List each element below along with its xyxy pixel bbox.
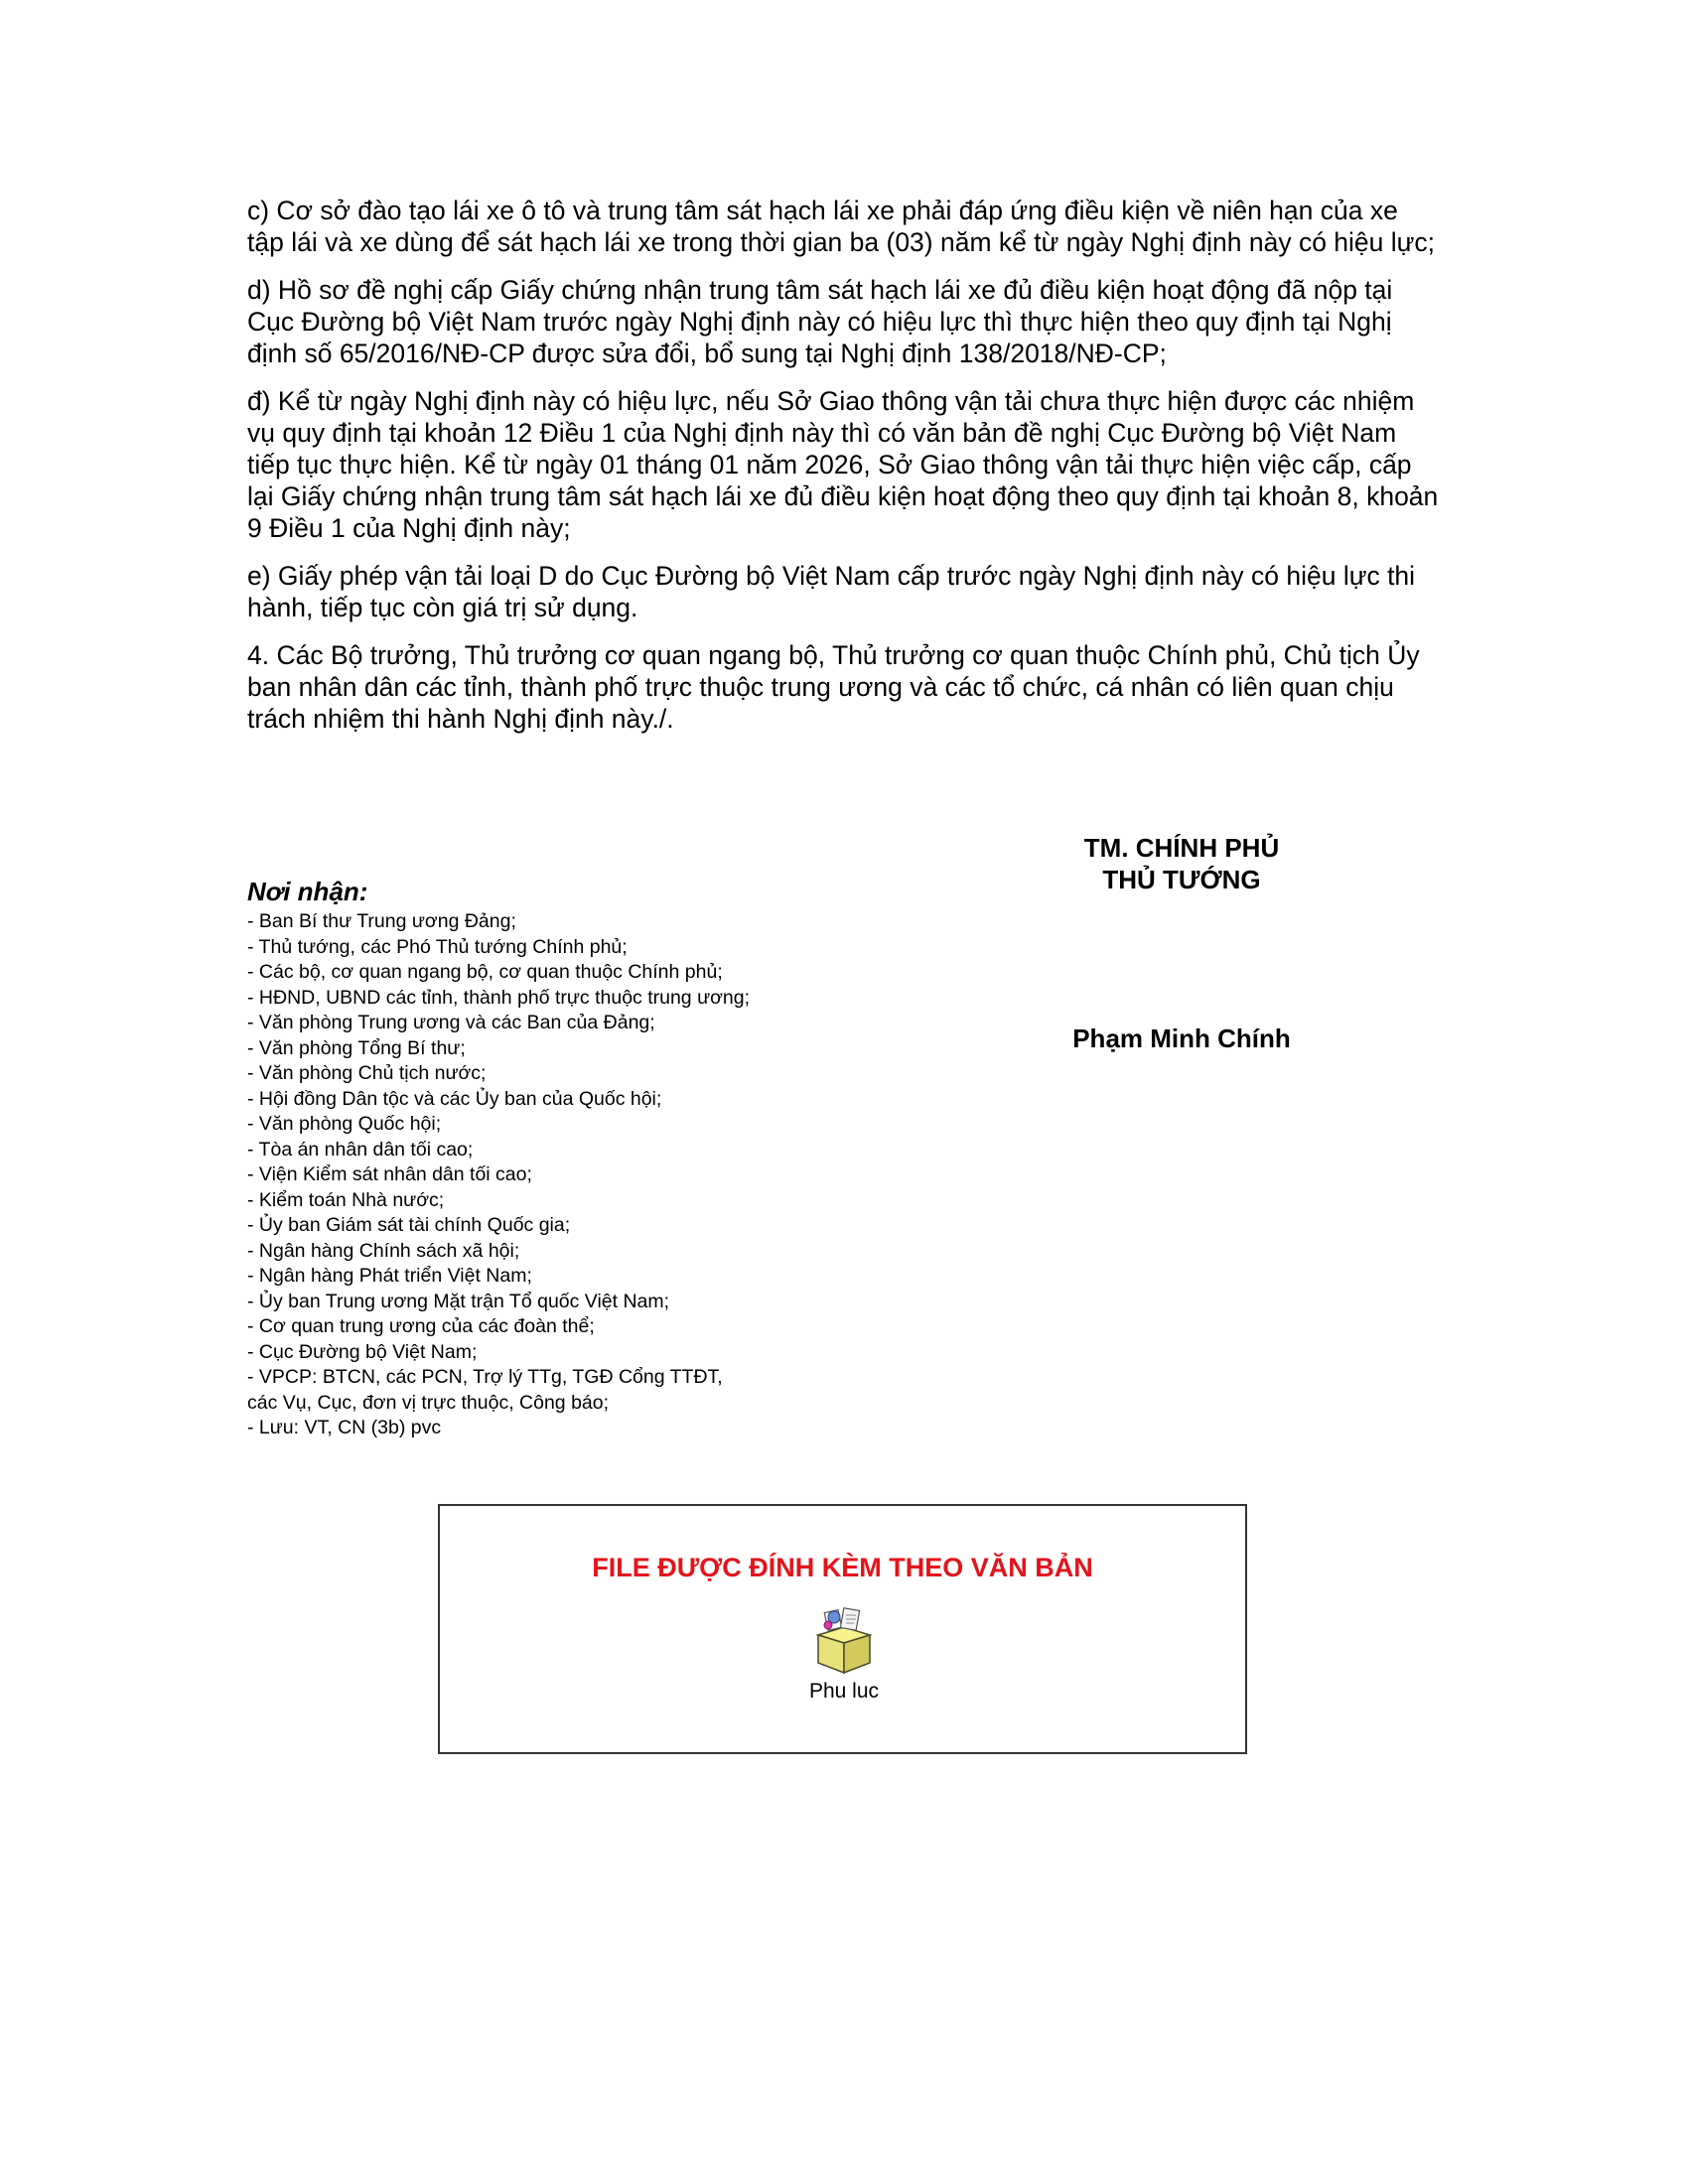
paragraph-dd: đ) Kể từ ngày Nghị định này có hiệu lực, nếu Sở Giao thông vận tải chưa thực hiện được các nhiệm vụ quy định tại khoản 12 Điều 1 của Nghị định này thì có văn bản đề nghị Cục Đường bộ Việt Nam tiếp tục thực hiện. Kể từ ngày 01 tháng 01 năm 2026, Sở Giao thông vận tải thực hiện việc cấp, cấp lại Giấy chứng nhận trung tâm sát hạch lái xe đủ điều kiện hoạt động theo quy định tại khoản 8, khoản 9 Điều 1 của Nghị định này; (247, 386, 1439, 543)
paragraph-e: e) Giấy phép vận tải loại D do Cục Đường bộ Việt Nam cấp trước ngày Nghị định này có hiệu lực thi hành, tiếp tục còn giá trị sử dụng. (247, 561, 1416, 622)
list-item: - Ngân hàng Phát triển Việt Nam; (247, 1265, 532, 1287)
list-item: - Viện Kiểm sát nhân dân tối cao; (247, 1163, 532, 1185)
list-item: - Văn phòng Tổng Bí thư; (247, 1036, 466, 1059)
list-item: - Ngân hàng Chính sách xã hội; (247, 1239, 520, 1262)
list-item: - Lưu: VT, CN (3b) pvc (247, 1417, 442, 1438)
list-item: - Hội đồng Dân tộc và các Ủy ban của Quốc hội; (247, 1087, 662, 1110)
list-item: - Thủ tướng, các Phó Thủ tướng Chính phủ; (247, 935, 628, 958)
list-item: - Văn phòng Trung ương và các Ban của Đảng; (247, 1012, 655, 1033)
signature-block (1033, 832, 1331, 895)
recipients-title: Nơi nhận: (247, 877, 368, 906)
paragraph-4: 4. Các Bộ trưởng, Thủ trưởng cơ quan ngang bộ, Thủ trưởng cơ quan thuộc Chính phủ, Chủ tịch Ủy ban nhân dân các tỉnh, thành phố trực thuộc trung ương và các tổ chức, cá nhân có liên quan chịu trách nhiệm thi hành Nghị định này./. (247, 640, 1420, 734)
list-item: - VPCP: BTCN, các PCN, Trợ lý TTg, TGĐ Cổng TTĐT, (247, 1366, 723, 1388)
paragraph-c: c) Cơ sở đào tạo lái xe ô tô và trung tâm sát hạch lái xe phải đáp ứng điều kiện về niên hạn của xe tập lái và xe dùng để sát hạch lái xe trong thời gian ba (03) năm kể từ ngày Nghị định này có hiệu lực; (247, 196, 1436, 257)
list-item: - Ủy ban Giám sát tài chính Quốc gia; (247, 1214, 571, 1236)
list-item: - Văn phòng Chủ tịch nước; (247, 1062, 487, 1084)
attachment-file[interactable] (776, 1605, 912, 1705)
signature-line-2: THỦ TƯỚNG (1102, 865, 1261, 894)
list-item: - Ban Bí thư Trung ương Đảng; (247, 910, 516, 932)
attachment-box (438, 1504, 1247, 1754)
list-item: - Ủy ban Trung ương Mặt trận Tổ quốc Việt Nam; (247, 1290, 670, 1312)
document-body (247, 195, 1439, 751)
list-item: - Cơ quan trung ương của các đoàn thể; (247, 1315, 595, 1337)
list-item: - Văn phòng Quốc hội; (247, 1113, 442, 1135)
list-item: - Các bộ, cơ quan ngang bộ, cơ quan thuộc Chính phủ; (247, 961, 723, 983)
signature-line-1: TM. CHÍNH PHỦ (1083, 833, 1280, 863)
list-item: các Vụ, Cục, đơn vị trực thuộc, Công báo; (247, 1391, 610, 1414)
package-icon (812, 1605, 876, 1677)
list-item: - Cục Đường bộ Việt Nam; (247, 1340, 478, 1363)
paragraph-d: d) Hồ sơ đề nghị cấp Giấy chứng nhận trung tâm sát hạch lái xe đủ điều kiện hoạt động đã nộp tại Cục Đường bộ Việt Nam trước ngày Nghị định này có hiệu lực thì thực hiện theo quy định tại Nghị định số 65/2016/NĐ-CP được sửa đổi, bổ sung tại Nghị định 138/2018/NĐ-CP; (247, 275, 1393, 368)
attachment-file-label[interactable]: Phu luc (808, 1680, 880, 1703)
attachment-title: FILE ĐƯỢC ĐÍNH KÈM THEO VĂN BẢN (592, 1553, 1093, 1582)
list-item: - HĐND, UBND các tỉnh, thành phố trực thuộc trung ương; (247, 986, 751, 1009)
list-item: - Kiểm toán Nhà nước; (247, 1188, 445, 1211)
recipients-list (247, 909, 863, 1441)
list-item: - Tòa án nhân dân tối cao; (247, 1138, 474, 1160)
signer-name: Phạm Minh Chính (1072, 1024, 1291, 1053)
recipients-block (247, 876, 863, 1441)
